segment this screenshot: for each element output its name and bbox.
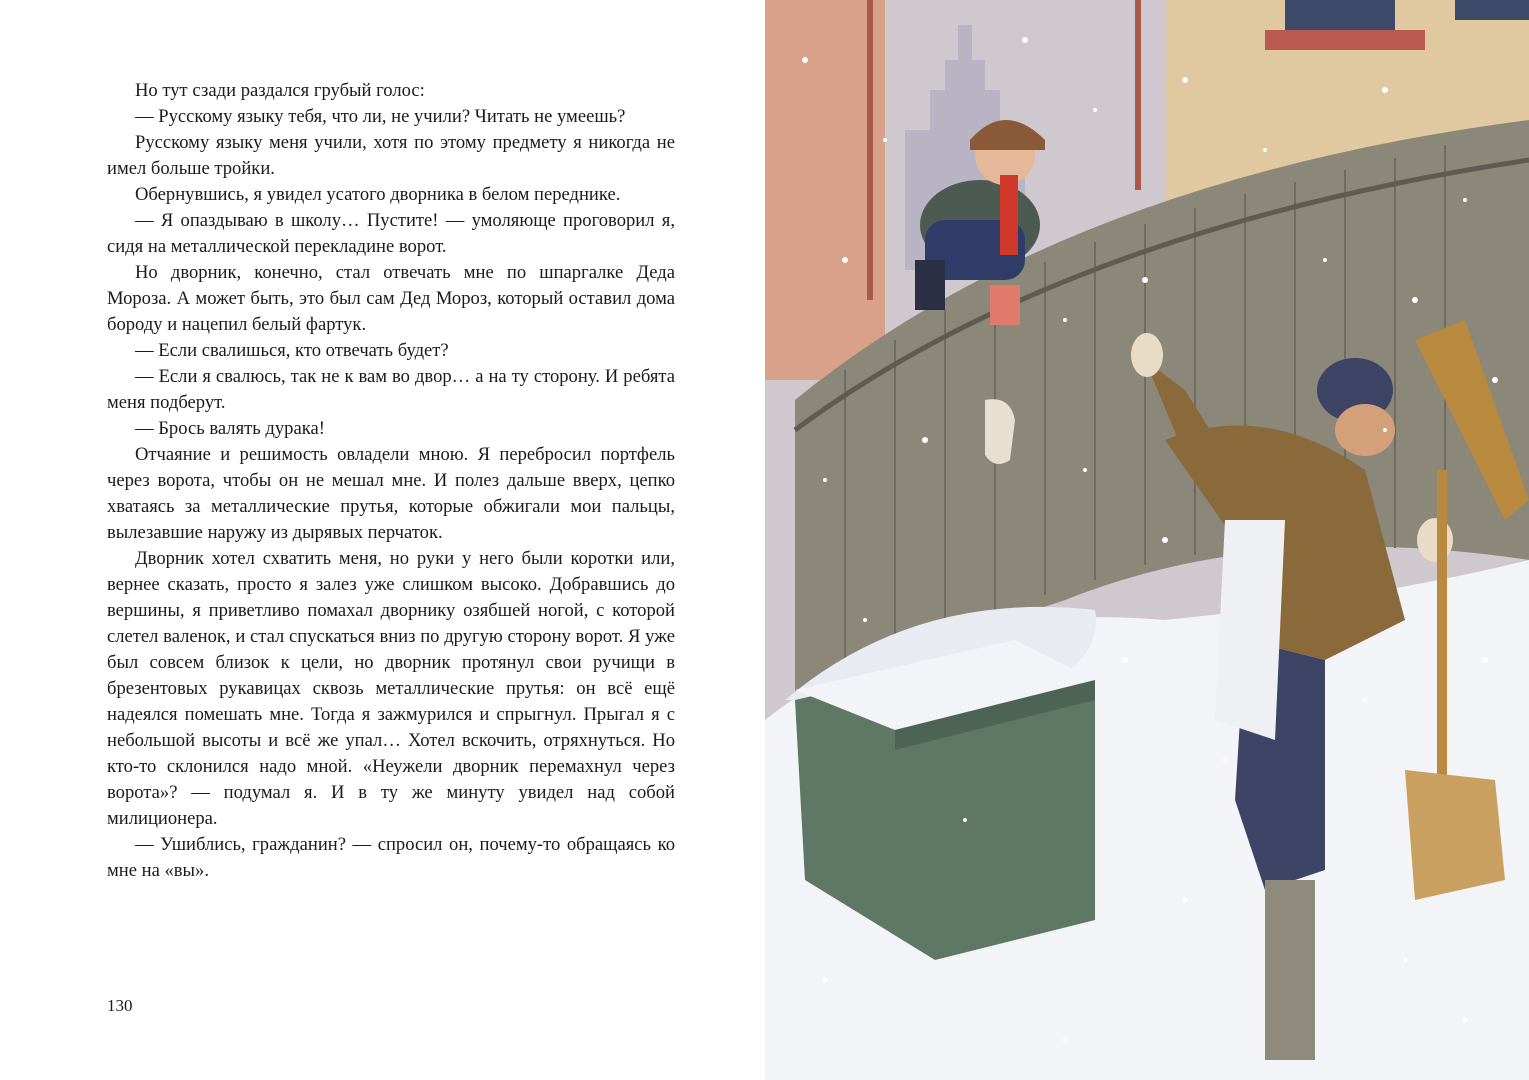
window-2 <box>1455 0 1529 20</box>
paragraph: Но тут сзади раздался грубый голос: <box>135 80 425 101</box>
illustration <box>765 0 1529 1080</box>
paragraph: Отчаяние и решимость овладели мною. Я перебросил портфель через ворота, чтобы он не мешал мне. И полез дальше вверх, цепко хватаясь за металлические прутья, которые обжигали мои пальцы, вылезавшие наружу из дырявых перчаток. <box>107 444 675 543</box>
drainpipe-right <box>1135 0 1141 190</box>
felt-boot <box>985 399 1015 464</box>
paragraph: — Русскому языку тебя, что ли, не учили? Читать не умеешь? <box>135 106 626 127</box>
paragraph: — Ушиблись, гражданин? — спросил он, почему-то обращаясь ко мне на «вы». <box>107 834 675 881</box>
paragraph: Обернувшись, я увидел усатого дворника в белом переднике. <box>135 184 621 205</box>
paragraph: — Брось валять дурака! <box>135 418 325 439</box>
window <box>1285 0 1395 30</box>
window-sill <box>1265 30 1425 50</box>
paragraph: — Я опаздываю в школу… Пустите! — умоляюще проговорил я, сидя на металлической перекладине ворот. <box>107 210 675 257</box>
illustration-scene <box>765 0 1529 1080</box>
paragraph: — Если я свалюсь, так не к вам во двор… а на ту сторону. И ребята меня подберут. <box>107 366 675 413</box>
paragraph: Русскому языку меня учили, хотя по этому предмету я никогда не имел больше тройки. <box>107 132 675 179</box>
paragraph: Дворник хотел схватить меня, но руки у него были коротки или, вернее сказать, просто я залез уже слишком высоко. Добравшись до вершины, я приветливо помахал дворнику озябшей ногой, с которой слетел валенок, и стал спускаться вниз по другую сторону ворот. Я уже был совсем близок к цели, но дворник протянул свои ручищи в брезентовых рукавицах сквозь металлические прутья: он всё ещё надеялся помешать мне. Тогда я зажмурился и спрыгнул. Прыгал я с небольшой высоты и всё же упал… Хотел вскочить, отряхнуться. Но кто-то склонился надо мной. «Неужели дворник перемахнул через ворота»? — подумал я. И в ту же минуту увидел над собой милиционера. <box>107 548 675 829</box>
paragraph: Но дворник, конечно, стал отвечать мне по шпаргалке Деда Мороза. А может быть, это был сам Дед Мороз, который оставил дома бороду и нацепил белый фартук. <box>107 262 675 335</box>
paragraph: — Если свалишься, кто отвечать будет? <box>135 340 449 361</box>
drainpipe-left <box>867 0 873 300</box>
page-number: 130 <box>107 996 133 1015</box>
text-block <box>107 78 675 884</box>
